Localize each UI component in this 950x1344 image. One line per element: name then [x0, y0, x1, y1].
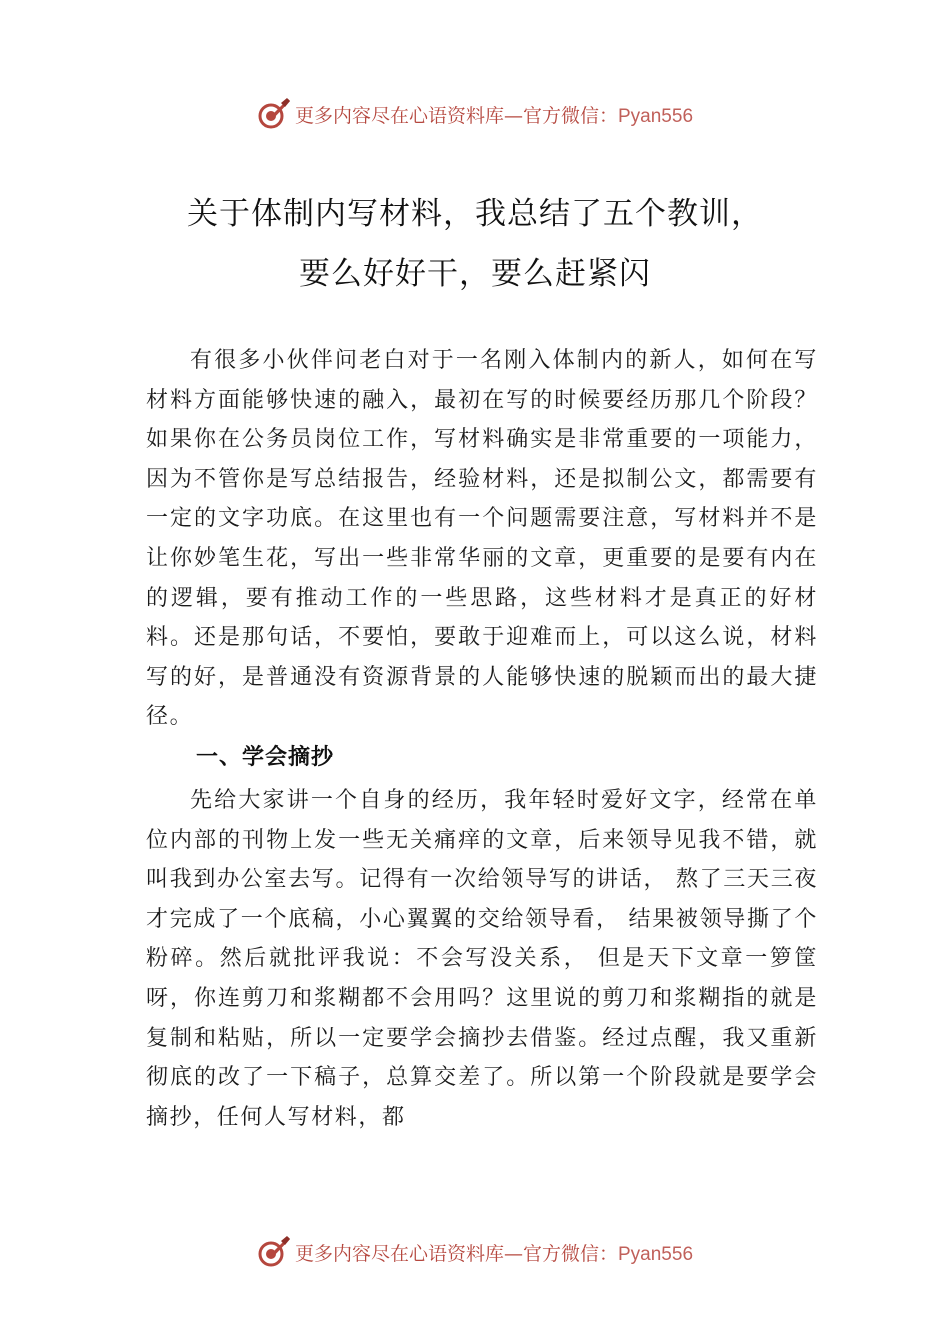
quill-logo-icon — [257, 97, 291, 131]
banner-wechat-id: Pyan556 — [618, 1243, 694, 1265]
article-title-line-2: 要么好好干，要么赶紧闪 — [299, 256, 651, 292]
banner-text — [295, 1239, 693, 1266]
intro-paragraph: 有很多小伙伴问老白对于一名刚入体制内的新人，如何在写材料方面能够快速的融入，最初在写的时候要经历那几个阶段？如果你在公务员岗位工作，写材料确实是非常重要的一项能力，因为不管你是写总结报告，经验材料，还是拟制公文，都需要有一定的文字功底。在这里也有一个问题需要注意，写材料并不是让你妙笔生花，写出一些非常华丽的文章，更重要的是要有内在的逻辑，要有推动工作的一些思路，这些材料才是真正的好材料。还是那句话，不要怕，要敢于迎难而上，可以这么说，材料写的好，是普通没有资源背景的人能够快速的脱颖而出的最大捷径。 — [146, 348, 818, 730]
section-heading-1: 一、学会摘抄 — [196, 745, 335, 770]
article-title-line-1: 关于体制内写材料，我总结了五个教训， — [187, 196, 763, 232]
quill-logo-icon — [257, 1235, 291, 1269]
banner-text — [295, 101, 693, 128]
banner-wechat-id: Pyan556 — [618, 105, 694, 127]
section-1-paragraph: 先给大家讲一个自身的经历，我年轻时爱好文字，经常在单位内部的刊物上发一些无关痛痒的文章，后来领导见我不错，就叫我到办公室去写。记得有一次给领导写的讲话， 熬了三天三夜才完成了一个底稿，小心翼翼的交给领导看， 结果被领导撕了个粉碎。然后就批评我说：不会写没关系， 但是天下文章一箩筐呀，你连剪刀和浆糊都不会用吗？这里说的剪刀和浆糊指的就是复制和粘贴，所以一定要学会摘抄去借鉴。经过点醒，我又重新彻底的改了一下稿子，总算交差了。所以第一个阶段就是要学会摘抄，任何人写材料，都 — [146, 788, 818, 1130]
footer-watermark-banner — [0, 1232, 950, 1272]
banner-label: 更多内容尽在心语资料库—官方微信： — [294, 1242, 618, 1265]
banner-label: 更多内容尽在心语资料库—官方微信： — [294, 104, 618, 127]
header-watermark-banner — [0, 94, 950, 134]
